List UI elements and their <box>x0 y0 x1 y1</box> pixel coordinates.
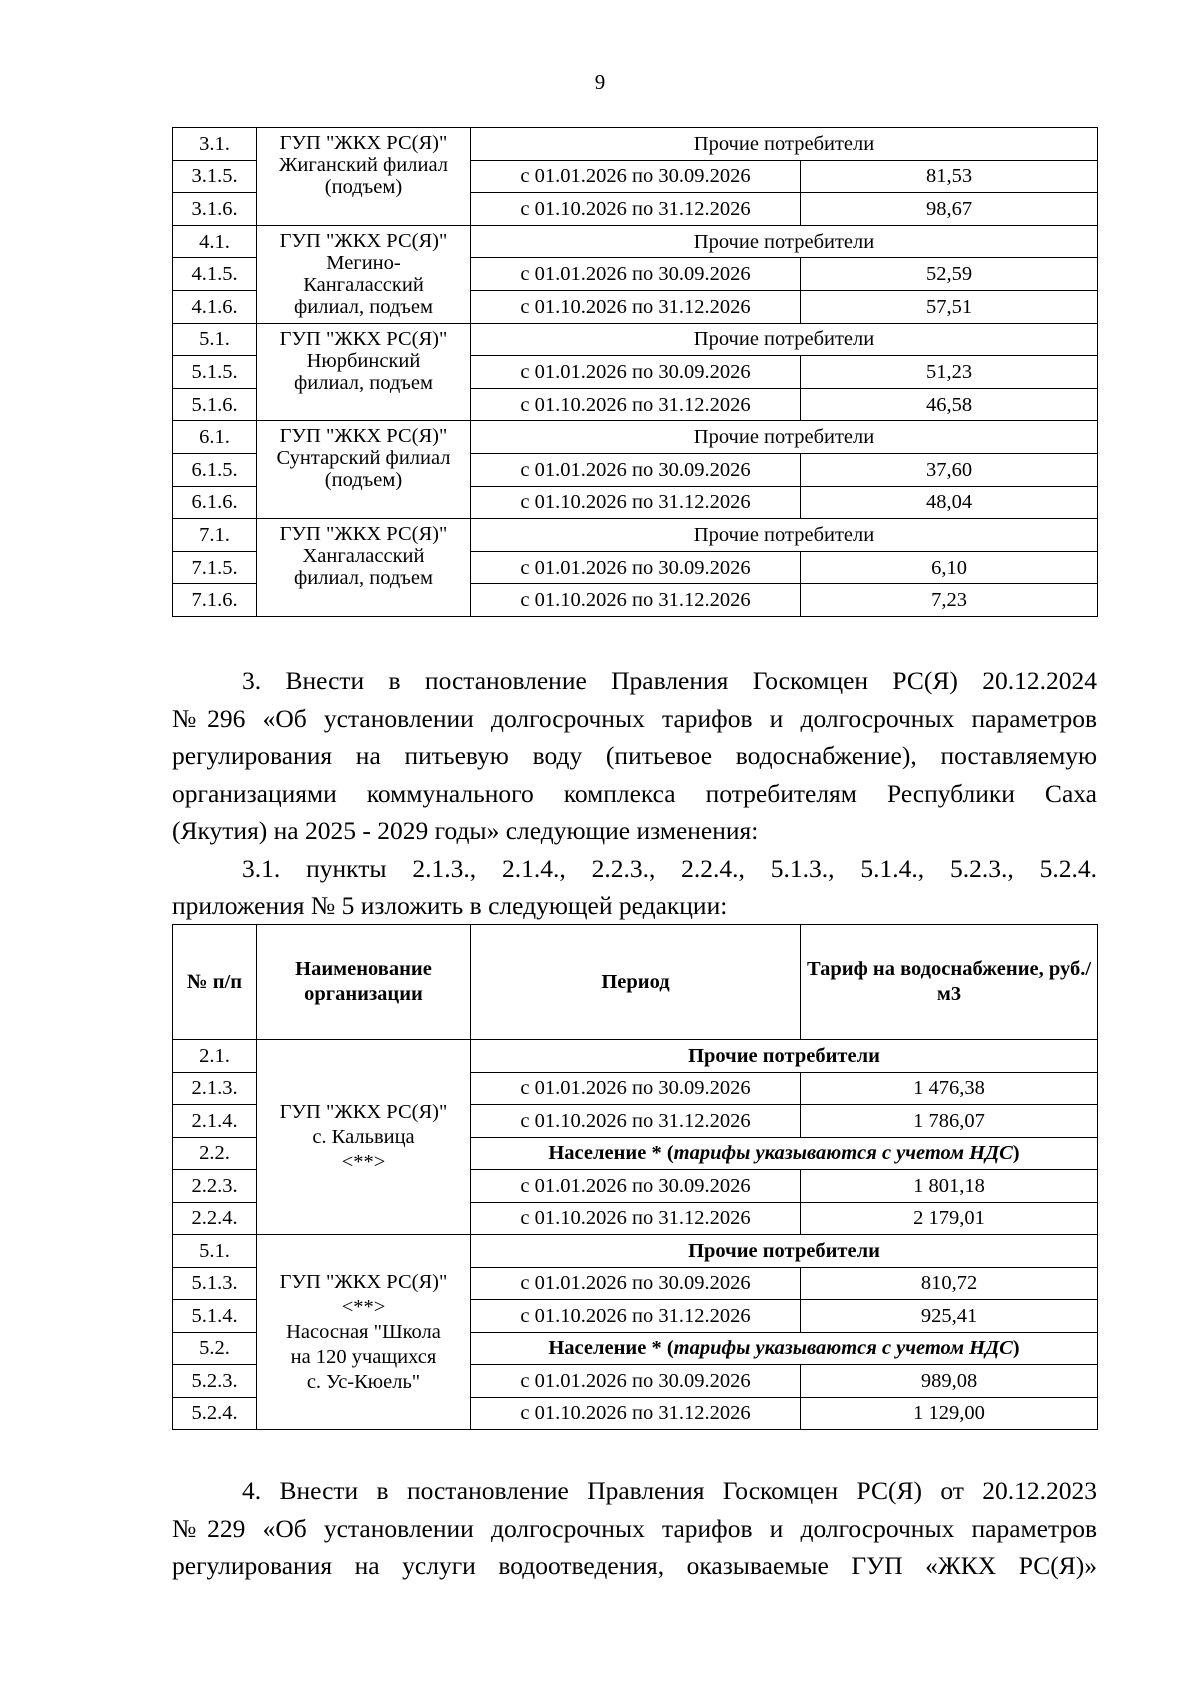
table-row <box>173 1040 1098 1073</box>
org-line: Жиганский филиал <box>279 154 448 176</box>
consumer-category: Прочие потребители <box>471 421 1098 454</box>
row-number: 3.1.6. <box>173 193 257 226</box>
period-cell: с 01.01.2026 по 30.09.2026 <box>471 356 801 389</box>
period-cell: с 01.10.2026 по 31.12.2026 <box>471 193 801 226</box>
tariff-value: 6,10 <box>801 551 1098 584</box>
org-line: Нюрбинский <box>306 349 421 372</box>
tariff-value: 52,59 <box>801 258 1098 291</box>
org-line: с. Ус-Кюель" <box>306 1370 421 1393</box>
org-line: Сунтарский филиал <box>276 447 451 470</box>
consumer-category <box>471 1332 1098 1365</box>
row-number: 7.1. <box>173 519 257 552</box>
period-cell: с 01.01.2026 по 30.09.2026 <box>471 1072 801 1105</box>
organization-cell <box>257 128 471 226</box>
tariff-value: 51,23 <box>801 356 1098 389</box>
category-note: тарифы указываются с учетом НДС <box>673 1142 1013 1165</box>
tariff-value: 98,67 <box>801 193 1098 226</box>
category-end: ) <box>1012 1337 1020 1360</box>
text-line: 3. Внести в постановление Правления Госкомцен РС(Я) 20.12.2024 <box>242 666 1097 695</box>
table-row <box>173 519 1098 552</box>
row-number: 5.2.4. <box>173 1397 257 1430</box>
text-line: 4. Внести в постановление Правления Госкомцен РС(Я) от 20.12.2023 <box>242 1476 1097 1505</box>
row-number: 5.1.3. <box>173 1267 257 1300</box>
consumer-category: Прочие потребители <box>471 519 1098 552</box>
header-period: Период <box>471 925 801 1040</box>
period-cell: с 01.01.2026 по 30.09.2026 <box>471 453 801 486</box>
org-line: <**> <box>341 1150 386 1173</box>
row-number: 7.1.6. <box>173 584 257 617</box>
text-line: 3.1. пункты 2.1.3., 2.1.4., 2.2.3., 2.2.4., 5.1.3., 5.1.4., 5.2.3., 5.2.4. <box>242 853 1097 883</box>
period-cell: с 01.10.2026 по 31.12.2026 <box>471 584 801 617</box>
row-number: 7.1.5. <box>173 551 257 584</box>
text-line: №296 «Об установлении долгосрочных тарифов и долгосрочных параметров <box>172 703 1097 733</box>
section-4-paragraph <box>172 1472 1097 1585</box>
org-line: ГУП "ЖКХ РС(Я)" <box>279 132 448 154</box>
table-row <box>173 1235 1098 1268</box>
consumer-category: Прочие потребители <box>471 1235 1098 1268</box>
table-row <box>173 421 1098 454</box>
tariff-value: 1 786,07 <box>801 1105 1098 1138</box>
row-number: 5.1.6. <box>173 388 257 421</box>
tariff-value: 57,51 <box>801 290 1098 323</box>
row-number: 4.1. <box>173 225 257 258</box>
row-number: 2.2.3. <box>173 1170 257 1203</box>
org-line: ГУП "ЖКХ РС(Я)" <box>279 1270 448 1293</box>
text-line: приложения № 5 изложить в следующей редакции: <box>172 891 728 920</box>
period-cell: с 01.10.2026 по 31.12.2026 <box>471 1397 801 1430</box>
org-line: на 120 учащихся <box>290 1345 437 1368</box>
org-line: с. Кальвица <box>312 1125 415 1148</box>
row-number: 5.1. <box>173 323 257 356</box>
organization-cell <box>257 1040 471 1235</box>
org-line: ГУП "ЖКХ РС(Я)" <box>279 523 448 546</box>
tariff-table-continued <box>172 127 1098 617</box>
tariff-value: 46,58 <box>801 388 1098 421</box>
row-number: 2.2. <box>173 1137 257 1170</box>
period-cell: с 01.10.2026 по 31.12.2026 <box>471 388 801 421</box>
category-main: Население * ( <box>548 1337 674 1360</box>
period-cell: с 01.10.2026 по 31.12.2026 <box>471 486 801 519</box>
row-number: 2.1. <box>173 1040 257 1073</box>
period-cell: с 01.10.2026 по 31.12.2026 <box>471 290 801 323</box>
category-end: ) <box>1012 1142 1020 1165</box>
row-number: 2.1.3. <box>173 1072 257 1105</box>
org-line: Хангаласский <box>302 545 425 568</box>
consumer-category: Прочие потребители <box>471 225 1098 258</box>
row-number: 5.1.4. <box>173 1300 257 1333</box>
tariff-value: 2 179,01 <box>801 1202 1098 1235</box>
row-number: 3.1. <box>173 128 257 161</box>
org-line: Кангаласский <box>303 273 424 296</box>
org-line: филиал, подъем <box>294 567 433 590</box>
organization-cell <box>257 421 471 519</box>
period-cell: с 01.10.2026 по 31.12.2026 <box>471 1300 801 1333</box>
header-number: № п/п <box>173 925 257 1040</box>
section-3-paragraph <box>172 662 1097 925</box>
period-cell: с 01.10.2026 по 31.12.2026 <box>471 1202 801 1235</box>
row-number: 5.2.3. <box>173 1365 257 1398</box>
row-number: 6.1. <box>173 421 257 454</box>
row-number: 6.1.6. <box>173 486 257 519</box>
text-line: организациями коммунального комплекса потребителям Республики Саха <box>172 778 1097 808</box>
header-organization: Наименование организации <box>257 925 471 1040</box>
table-row <box>173 323 1098 356</box>
org-line: филиал, подъем <box>294 295 433 318</box>
tariff-value: 7,23 <box>801 584 1098 617</box>
org-line: Насосная "Школа <box>286 1320 441 1343</box>
org-line: Мегино- <box>326 251 401 274</box>
org-line: филиал, подъем <box>294 371 433 394</box>
row-number: 4.1.6. <box>173 290 257 323</box>
row-number: 6.1.5. <box>173 453 257 486</box>
row-number: 5.2. <box>173 1332 257 1365</box>
text-line: регулирования на услуги водоотведения, оказываемые ГУП «ЖКХ РС(Я)» <box>172 1551 1097 1580</box>
tariff-value: 37,60 <box>801 453 1098 486</box>
org-line: ГУП "ЖКХ РС(Я)" <box>279 1100 448 1123</box>
period-cell: с 01.01.2026 по 30.09.2026 <box>471 1365 801 1398</box>
category-main: Население * ( <box>548 1142 674 1165</box>
table-row <box>173 225 1098 258</box>
row-number: 5.1. <box>173 1235 257 1268</box>
consumer-category: Прочие потребители <box>471 1040 1098 1073</box>
consumer-category: Прочие потребители <box>471 128 1098 161</box>
tariff-value: 1 476,38 <box>801 1072 1098 1105</box>
text-line: регулирования на питьевую воду (питьевое водоснабжение), поставляемую <box>172 741 1097 770</box>
tariff-value: 81,53 <box>801 160 1098 193</box>
category-note: тарифы указываются с учетом НДС <box>673 1337 1013 1360</box>
tariff-value: 810,72 <box>801 1267 1098 1300</box>
text-line: (Якутия) на 2025 - 2029 годы» следующие изменения: <box>172 816 759 845</box>
consumer-category <box>471 1137 1098 1170</box>
water-supply-tariff-table <box>172 924 1098 1430</box>
period-cell: с 01.01.2026 по 30.09.2026 <box>471 258 801 291</box>
period-cell: с 01.01.2026 по 30.09.2026 <box>471 551 801 584</box>
table-row <box>173 128 1098 161</box>
row-number: 2.2.4. <box>173 1202 257 1235</box>
tariff-value: 1 801,18 <box>801 1170 1098 1203</box>
org-line: <**> <box>341 1295 386 1318</box>
tariff-value: 48,04 <box>801 486 1098 519</box>
text-line: №229 «Об установлении долгосрочных тарифов и долгосрочных параметров <box>172 1513 1097 1543</box>
organization-cell <box>257 519 471 617</box>
org-line: ГУП "ЖКХ РС(Я)" <box>279 327 448 350</box>
org-line: ГУП "ЖКХ РС(Я)" <box>279 229 448 252</box>
row-number: 4.1.5. <box>173 258 257 291</box>
organization-cell <box>257 323 471 421</box>
org-line: (подъем) <box>324 469 403 492</box>
org-line: (подъем) <box>324 176 403 198</box>
row-number: 5.1.5. <box>173 356 257 389</box>
consumer-category: Прочие потребители <box>471 323 1098 356</box>
period-cell: с 01.01.2026 по 30.09.2026 <box>471 160 801 193</box>
period-cell: с 01.01.2026 по 30.09.2026 <box>471 1170 801 1203</box>
header-tariff: Тариф на водоснабжение, руб./м3 <box>801 925 1098 1040</box>
table-header-row <box>173 925 1098 1040</box>
row-number: 2.1.4. <box>173 1105 257 1138</box>
org-line: ГУП "ЖКХ РС(Я)" <box>279 425 448 448</box>
page-number: 9 <box>594 70 606 94</box>
tariff-value: 1 129,00 <box>801 1397 1098 1430</box>
period-cell: с 01.01.2026 по 30.09.2026 <box>471 1267 801 1300</box>
tariff-value: 925,41 <box>801 1300 1098 1333</box>
organization-cell <box>257 225 471 323</box>
row-number: 3.1.5. <box>173 160 257 193</box>
organization-cell <box>257 1235 471 1430</box>
tariff-value: 989,08 <box>801 1365 1098 1398</box>
period-cell: с 01.10.2026 по 31.12.2026 <box>471 1105 801 1138</box>
